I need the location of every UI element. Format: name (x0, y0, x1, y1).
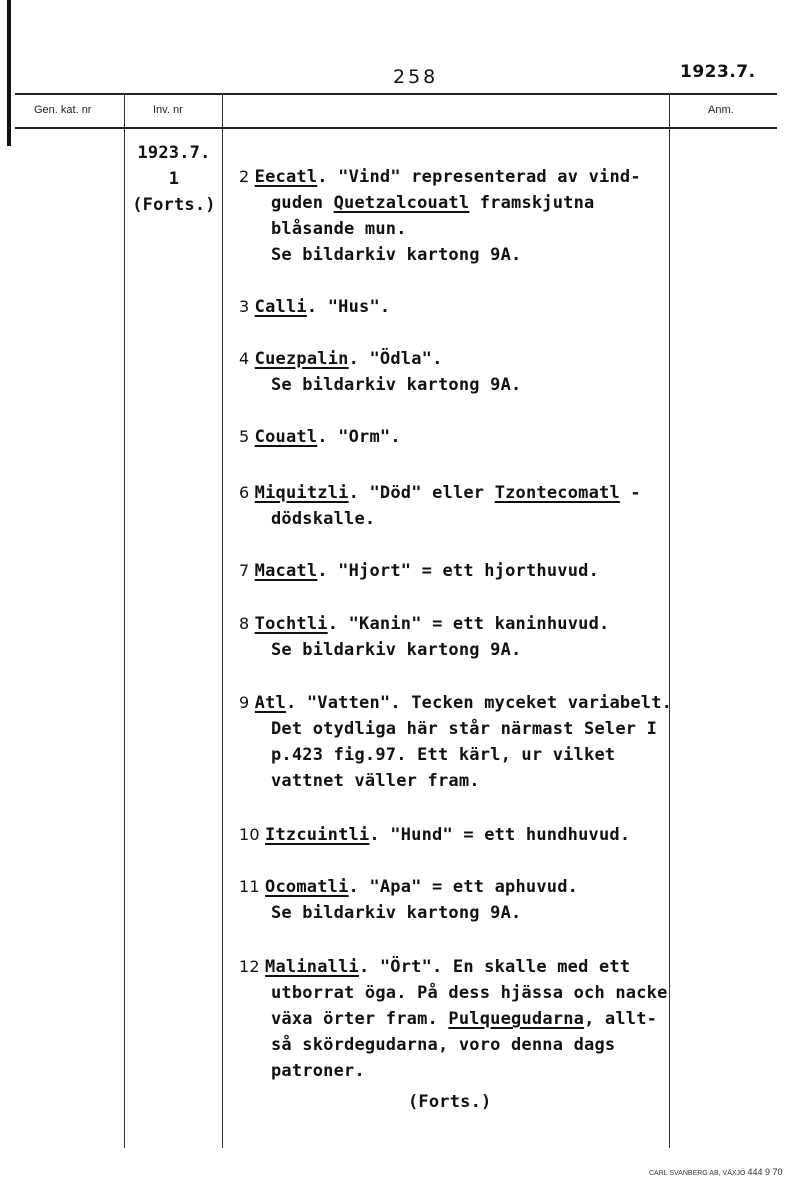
printer-name: CARL SVANBERG AB, VÄXJÖ (649, 1170, 746, 1177)
underlined-term: Atl (254, 693, 286, 713)
underlined-term: Malinalli (265, 957, 359, 977)
page-number: 258 (393, 66, 439, 88)
entry-4 (239, 346, 521, 398)
entry-line: Se bildarkiv kartong 9A. (271, 903, 522, 923)
entry-line: 5 Couatl. "Orm". (239, 427, 401, 447)
column-divider-3 (669, 93, 670, 1148)
entry-number: 2 (239, 167, 255, 186)
entry-number: 4 (239, 349, 255, 368)
entry-line: 4 Cuezpalin. "Ödla". (239, 349, 443, 369)
entry-number: 5 (239, 427, 255, 446)
continued-note: (Forts.) (408, 1092, 492, 1112)
entry-line: guden Quetzalcouatl framskjutna (271, 193, 595, 213)
entry-line: Det otydliga här står närmast Seler I (271, 719, 658, 739)
underlined-term: Cuezpalin (254, 349, 349, 369)
entry-line: så skördegudarna, voro denna dags (271, 1035, 616, 1055)
form-code: 444 9 70 (747, 1167, 783, 1177)
underlined-term: Eecatl (254, 167, 318, 187)
entry-12 (239, 954, 668, 1084)
header-top-rule (15, 93, 777, 95)
entry-number: 9 (239, 693, 255, 712)
entry-line: patroner. (271, 1061, 365, 1081)
entry-line: Se bildarkiv kartong 9A. (271, 375, 522, 395)
entry-line: 12 Malinalli. "Ört". En skalle med ett (239, 957, 631, 977)
entry-line: Se bildarkiv kartong 9A. (271, 245, 522, 265)
entry-line: växa örter fram. Pulquegudarna, allt- (271, 1009, 658, 1029)
entry-line: p.423 fig.97. Ett kärl, ur vilket (271, 745, 616, 765)
entry-number: 7 (239, 561, 255, 580)
underlined-term: Macatl (254, 561, 318, 581)
header-date: 1923.7. (680, 62, 756, 82)
printer-imprint (649, 1167, 782, 1177)
column-header-gen-kat-nr: Gen. kat. nr (34, 104, 92, 116)
column-divider-1 (124, 93, 125, 1148)
entry-number: 6 (239, 483, 255, 502)
entry-line: vattnet väller fram. (271, 771, 480, 791)
entry-line: 11 Ocomatli. "Apa" = ett aphuvud. (239, 877, 579, 897)
entry-2 (239, 164, 641, 268)
underlined-term: Pulquegudarna (448, 1009, 585, 1029)
entry-line: 8 Tochtli. "Kanin" = ett kaninhuvud. (239, 614, 610, 634)
entry-line: utborrat öga. På dess hjässa och nacke (271, 983, 668, 1003)
underlined-term: Couatl (254, 427, 318, 447)
entry-line: 6 Miquitzli. "Död" eller Tzontecomatl - (239, 483, 641, 503)
header-bottom-rule (15, 127, 777, 129)
inventory-number: 1923.7. (137, 143, 211, 163)
underlined-term: Tochtli (254, 614, 328, 634)
entry-number: 11 (239, 877, 266, 896)
entry-10 (239, 822, 630, 848)
underlined-term: Tzontecomatl (494, 483, 620, 503)
entry-line: dödskalle. (271, 509, 376, 529)
inventory-item: 1 (168, 169, 180, 189)
entry-3 (239, 294, 390, 320)
underlined-term: Quetzalcouatl (333, 193, 470, 213)
entry-number: 3 (239, 297, 255, 316)
underlined-term: Miquitzli (254, 483, 349, 503)
inventory-block (126, 140, 222, 218)
entry-7 (239, 558, 599, 584)
column-header-anm: Anm. (708, 104, 734, 116)
entry-line: blåsande mun. (271, 219, 407, 239)
underlined-term: Ocomatli (265, 877, 349, 897)
entry-number: 8 (239, 614, 255, 633)
entry-11 (239, 874, 578, 926)
underlined-term: Calli (254, 297, 307, 317)
margin-bar (7, 0, 11, 146)
entry-number: 10 (239, 825, 266, 844)
entry-line: 10 Itzcuintli. "Hund" = ett hundhuvud. (239, 825, 631, 845)
entry-6 (239, 480, 641, 532)
underlined-term: Itzcuintli (265, 825, 370, 845)
entry-8 (239, 611, 609, 663)
entry-9 (239, 690, 672, 794)
entry-5 (239, 424, 401, 450)
entry-line: Se bildarkiv kartong 9A. (271, 640, 522, 660)
column-divider-2 (222, 93, 223, 1148)
column-header-inv-nr: Inv. nr (153, 104, 183, 116)
entry-line: 3 Calli. "Hus". (239, 297, 391, 317)
inventory-note: (Forts.) (132, 195, 216, 215)
entry-line: 2 Eecatl. "Vind" representerad av vind- (239, 167, 641, 187)
entry-number: 12 (239, 957, 266, 976)
entry-line: 7 Macatl. "Hjort" = ett hjorthuvud. (239, 561, 600, 581)
entry-line: 9 Atl. "Vatten". Tecken myceket variabelt. (239, 693, 673, 713)
